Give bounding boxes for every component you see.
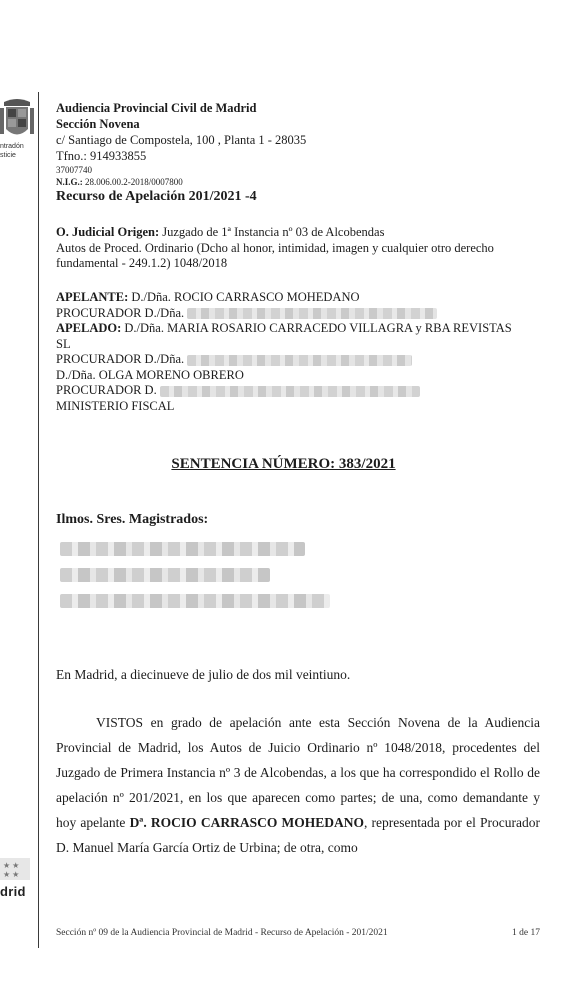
origin-label: O. Judicial Origen: — [56, 225, 160, 239]
date-line: En Madrid, a diecinueve de julio de dos mil veintiuno. — [56, 667, 351, 682]
apelante-value: D./Dña. ROCIO CARRASCO MOHEDANO — [131, 290, 360, 304]
nig-value: 28.006.00.2-2018/0007800 — [85, 177, 183, 187]
apelado-label: APELADO: — [56, 321, 122, 335]
page-number: 1 de 17 — [512, 928, 540, 938]
footer-text: Sección nº 09 de la Audiencia Provincial de Madrid - Recurso de Apelación - 201/2021 — [56, 928, 388, 938]
procurador-2: PROCURADOR D./Dña. — [56, 352, 185, 366]
apelante-name-bold: Dª. ROCIO CARRASCO MOHEDANO — [129, 815, 364, 830]
magistrados-label: Ilmos. Sres. Magistrados: — [56, 512, 209, 527]
body-text — [56, 710, 540, 860]
margin-line — [38, 92, 39, 948]
court-code: 37007740 — [56, 165, 92, 175]
court-phone: Tfno.: 914933855 — [56, 149, 147, 163]
origin-line3: fundamental - 249.1.2) 1048/2018 — [56, 256, 228, 270]
page-footer — [56, 928, 540, 938]
court-name: Audiencia Provincial Civil de Madrid — [56, 101, 257, 115]
origin-line2: Autos de Proced. Ordinario (Dcho al honor, intimidad, imagen y cualquier otro derecho — [56, 240, 494, 255]
madrid-logo-text: drid — [0, 884, 26, 899]
nig-label: N.I.G.: — [56, 177, 83, 187]
apelado-value: D./Dña. MARIA ROSARIO CARRACEDO VILLAGRA y RBA REVISTAS — [124, 321, 512, 335]
svg-text:★ ★: ★ ★ — [3, 861, 20, 870]
origin-court: Juzgado de 1ª Instancia nº 03 de Alcobendas — [162, 225, 385, 239]
parties-block — [56, 290, 512, 414]
coat-of-arms-logo — [0, 96, 34, 140]
apelante-label: APELANTE: — [56, 290, 129, 304]
sentencia-title: SENTENCIA NÚMERO: 383/2021 — [171, 456, 396, 472]
ministerio-fiscal: MINISTERIO FISCAL — [56, 398, 175, 413]
document-header — [56, 100, 306, 206]
court-address: c/ Santiago de Compostela, 100 , Planta 1 - 28035 — [56, 133, 307, 147]
crest-caption: ntradón sticie — [0, 143, 24, 159]
redacted-name — [160, 386, 420, 397]
origin-block — [56, 225, 494, 272]
redacted-name — [187, 355, 412, 366]
redacted-name — [187, 308, 437, 319]
redacted-magistrate — [60, 594, 330, 608]
madrid-stars-logo — [0, 858, 30, 880]
paragraph-1: VISTOS en grado de apelación ante esta Sección Novena de la Audiencia Provincial de Madrid, los Autos de Juicio Ordinario nº 1048/2018, procedentes del Juzgado de Primera Instancia nº 3 de Alcobendas, a los que ha correspondido el Rollo de apelación nº 201/2021, en los que aparecen como partes; de una, como demandante y hoy apelante Dª. ROCIO CARRASCO MOHEDANO, representada por el Procurador D. Manuel María García Ortiz de Urbina; de otra, como — [56, 715, 540, 855]
redacted-magistrate — [60, 568, 270, 582]
procurador-1: PROCURADOR D./Dña. — [56, 305, 185, 320]
apelado-cont: SL — [56, 336, 71, 351]
procurador-3: PROCURADOR D. — [56, 383, 157, 397]
redacted-magistrate — [60, 542, 305, 556]
svg-text:★ ★: ★ ★ — [3, 870, 20, 879]
section-name: Sección Novena — [56, 117, 140, 131]
olga-line: D./Dña. OLGA MORENO OBRERO — [56, 367, 244, 382]
recurso-title: Recurso de Apelación 201/2021 -4 — [56, 189, 257, 204]
